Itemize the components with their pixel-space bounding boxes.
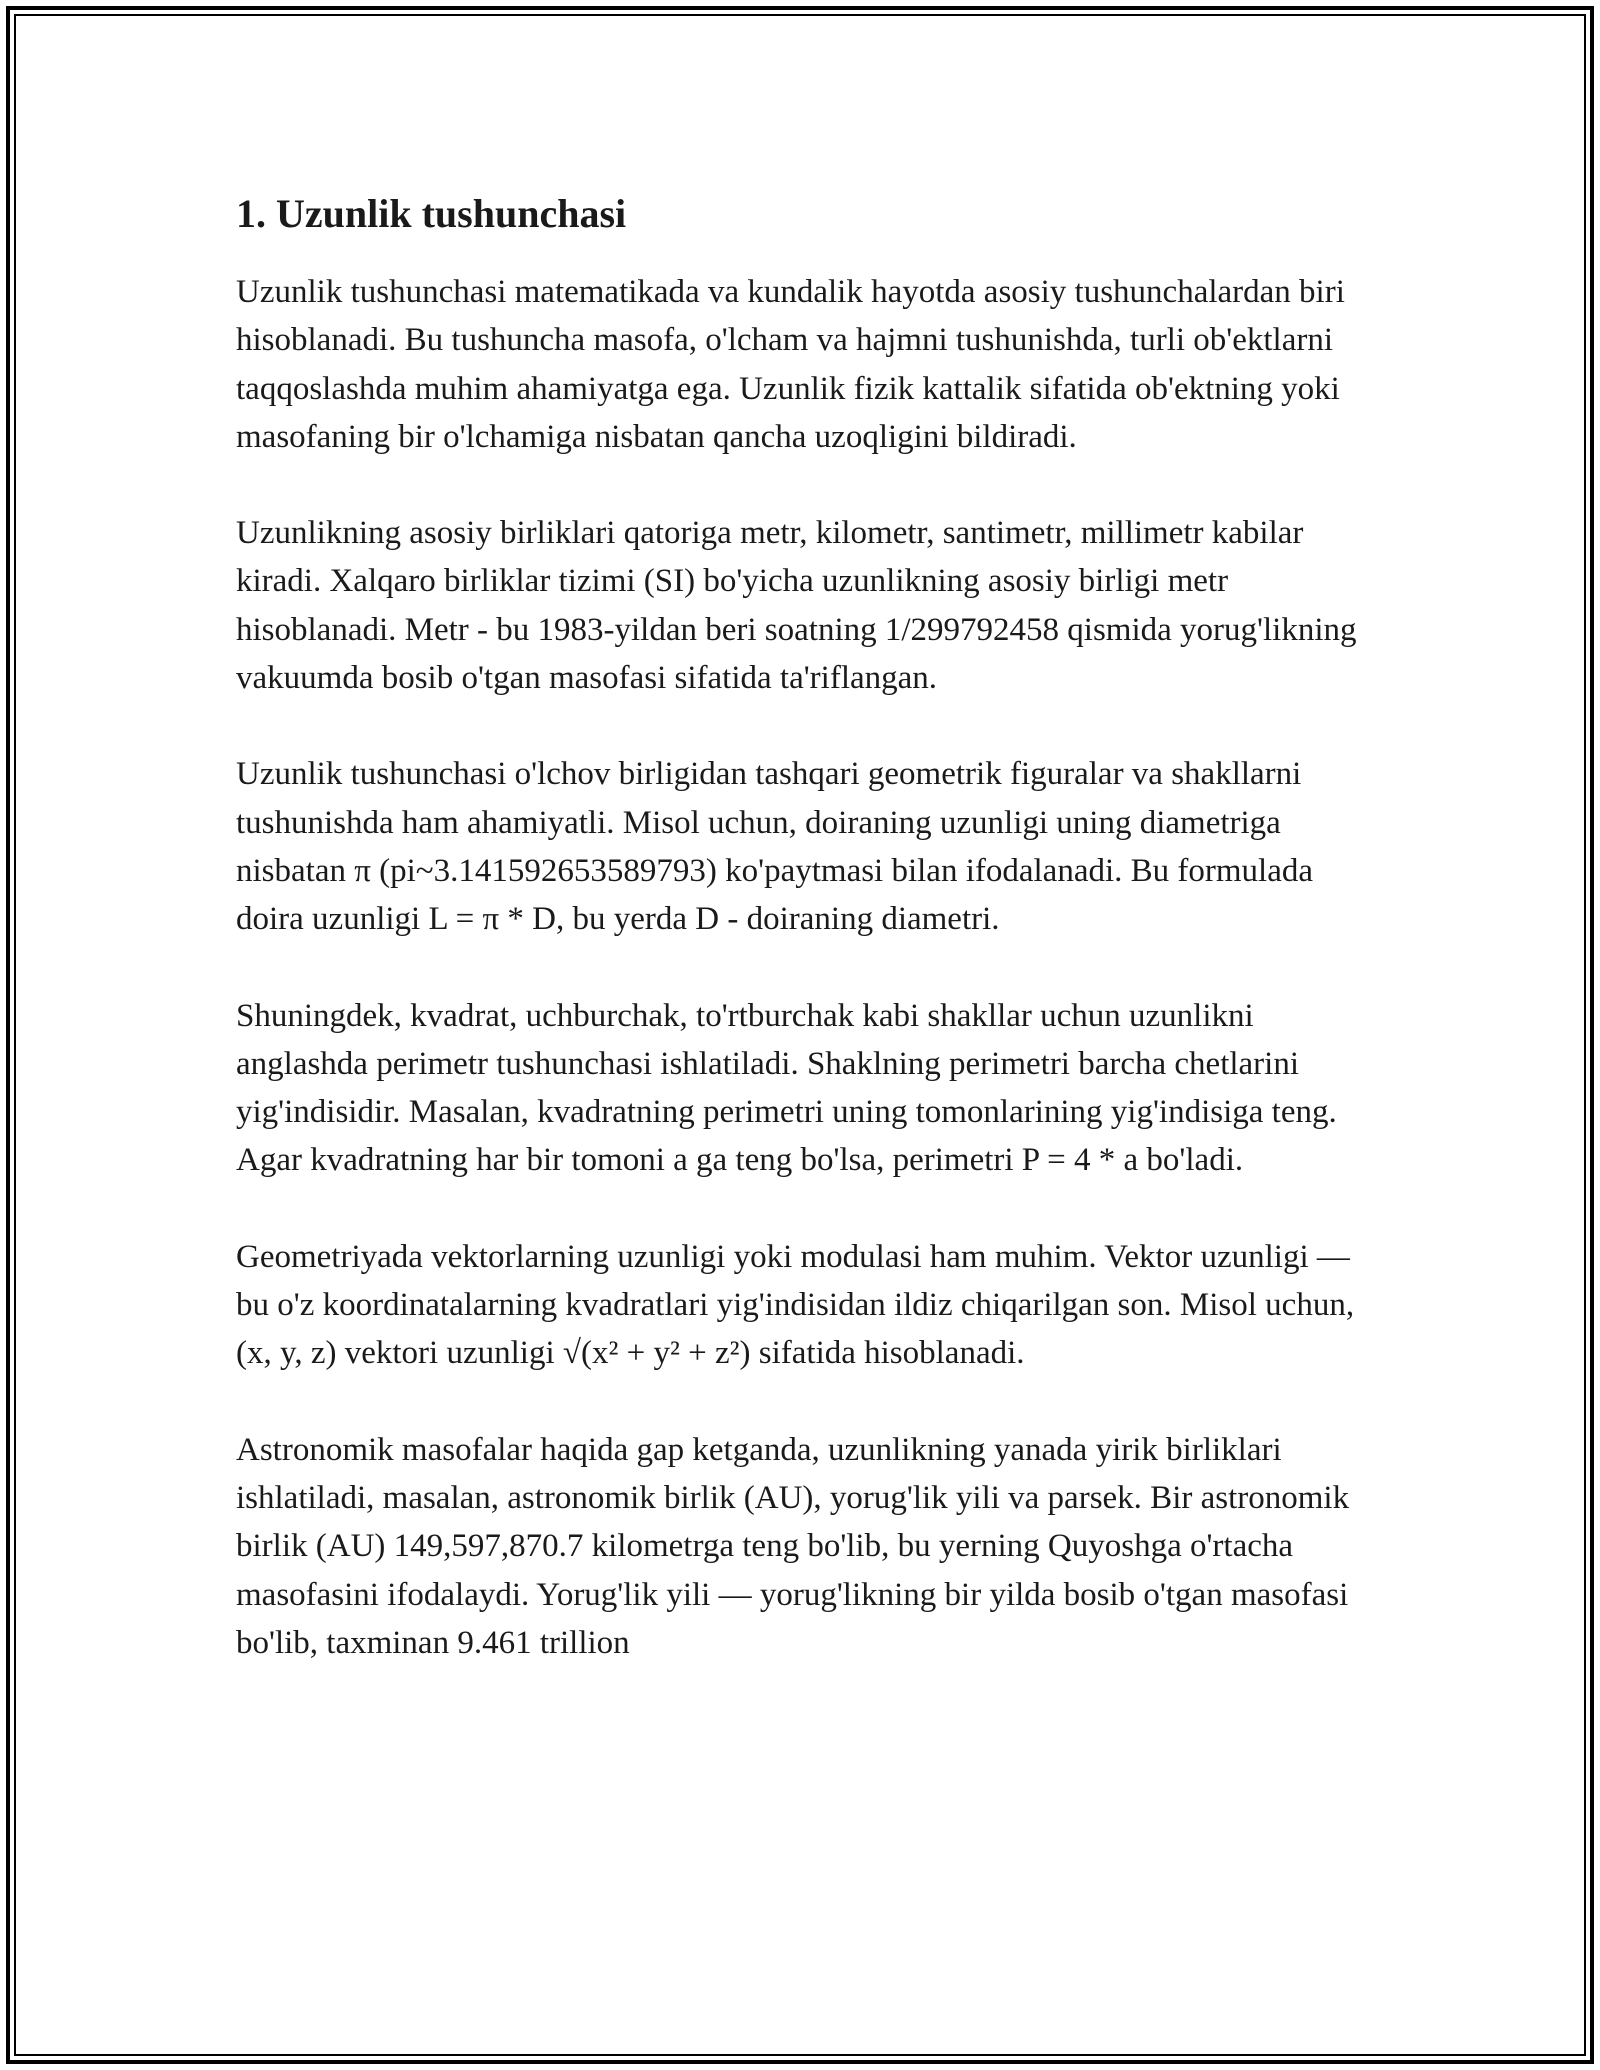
paragraph-circle-length: Uzunlik tushunchasi o'lchov birligidan tashqari geometrik figuralar va shakllarni tushunishda ham ahamiyatli. Misol uchun, doiraning uzunligi uning diametriga nisbatan π (pi~3.141592653589793) ko'paytmasi bilan ifodalanadi. Bu formulada doira uzunligi L = π * D, bu yerda D - doiraning diametri. [236,756,1314,938]
section-heading: 1. Uzunlik tushunchasi [236,191,627,236]
paragraph-length-concept: Uzunlik tushunchasi matematikada va kundalik hayotda asosiy tushunchalardan biri hisoblanadi. Bu tushuncha masofa, o'lcham va hajmni tushunishda, turli ob'ektlarni taqqoslashda muhim ahamiyatga ega. Uzunlik fizik kattalik sifatida ob'ektning yoki masofaning bir o'lchamiga nisbatan qancha uzoqligini bildiradi. [236,274,1345,455]
paragraph-astronomical-distances: Astronomik masofalar haqida gap ketganda, uzunlikning yanada yirik birliklari ishlatiladi, masalan, astronomik birlik (AU), yorug'lik yili va parsek. Bir astronomik birlik (AU) 149,597,870.7 kilometrga teng bo'lib, bu yerning Quyoshga o'rtacha masofasini ifodalaydi. Yorug'lik yili — yorug'likning bir yilda bosib o'tgan masofasi bo'lib, taxminan 9.461 trillion [236,1431,1350,1661]
paragraph-perimeter: Shuningdek, kvadrat, uchburchak, to'rtburchak kabi shakllar uchun uzunlikni anglashda perimetr tushunchasi ishlatiladi. Shaklning perimetri barcha chetlarini yig'indisidir. Masalan, kvadratning perimetri uning tomonlarining yig'indisiga teng. Agar kvadratning har bir tomoni a ga teng bo'lsa, perimetri P = 4 * a bo'ladi. [236,997,1337,1179]
paragraph-vector-length: Geometriyada vektorlarning uzunligi yoki modulasi ham muhim. Vektor uzunligi — bu o'z koordinatalarning kvadratlari yig'indisidan ildiz chiqarilgan son. Misol uchun, (x, y, z) vektori uzunligi √(x² + y² + z²) sifatida hisoblanadi. [236,1238,1355,1372]
document-body [236,180,1376,1715]
paragraph-length-units: Uzunlikning asosiy birliklari qatoriga metr, kilometr, santimetr, millimetr kabilar kiradi. Xalqaro birliklar tizimi (SI) bo'yicha uzunlikning asosiy birligi metr hisoblanadi. Metr - bu 1983-yildan beri soatning 1/299792458 qismida yorug'likning vakuumda bosib o'tgan masofasi sifatida ta'riflangan. [236,515,1357,697]
